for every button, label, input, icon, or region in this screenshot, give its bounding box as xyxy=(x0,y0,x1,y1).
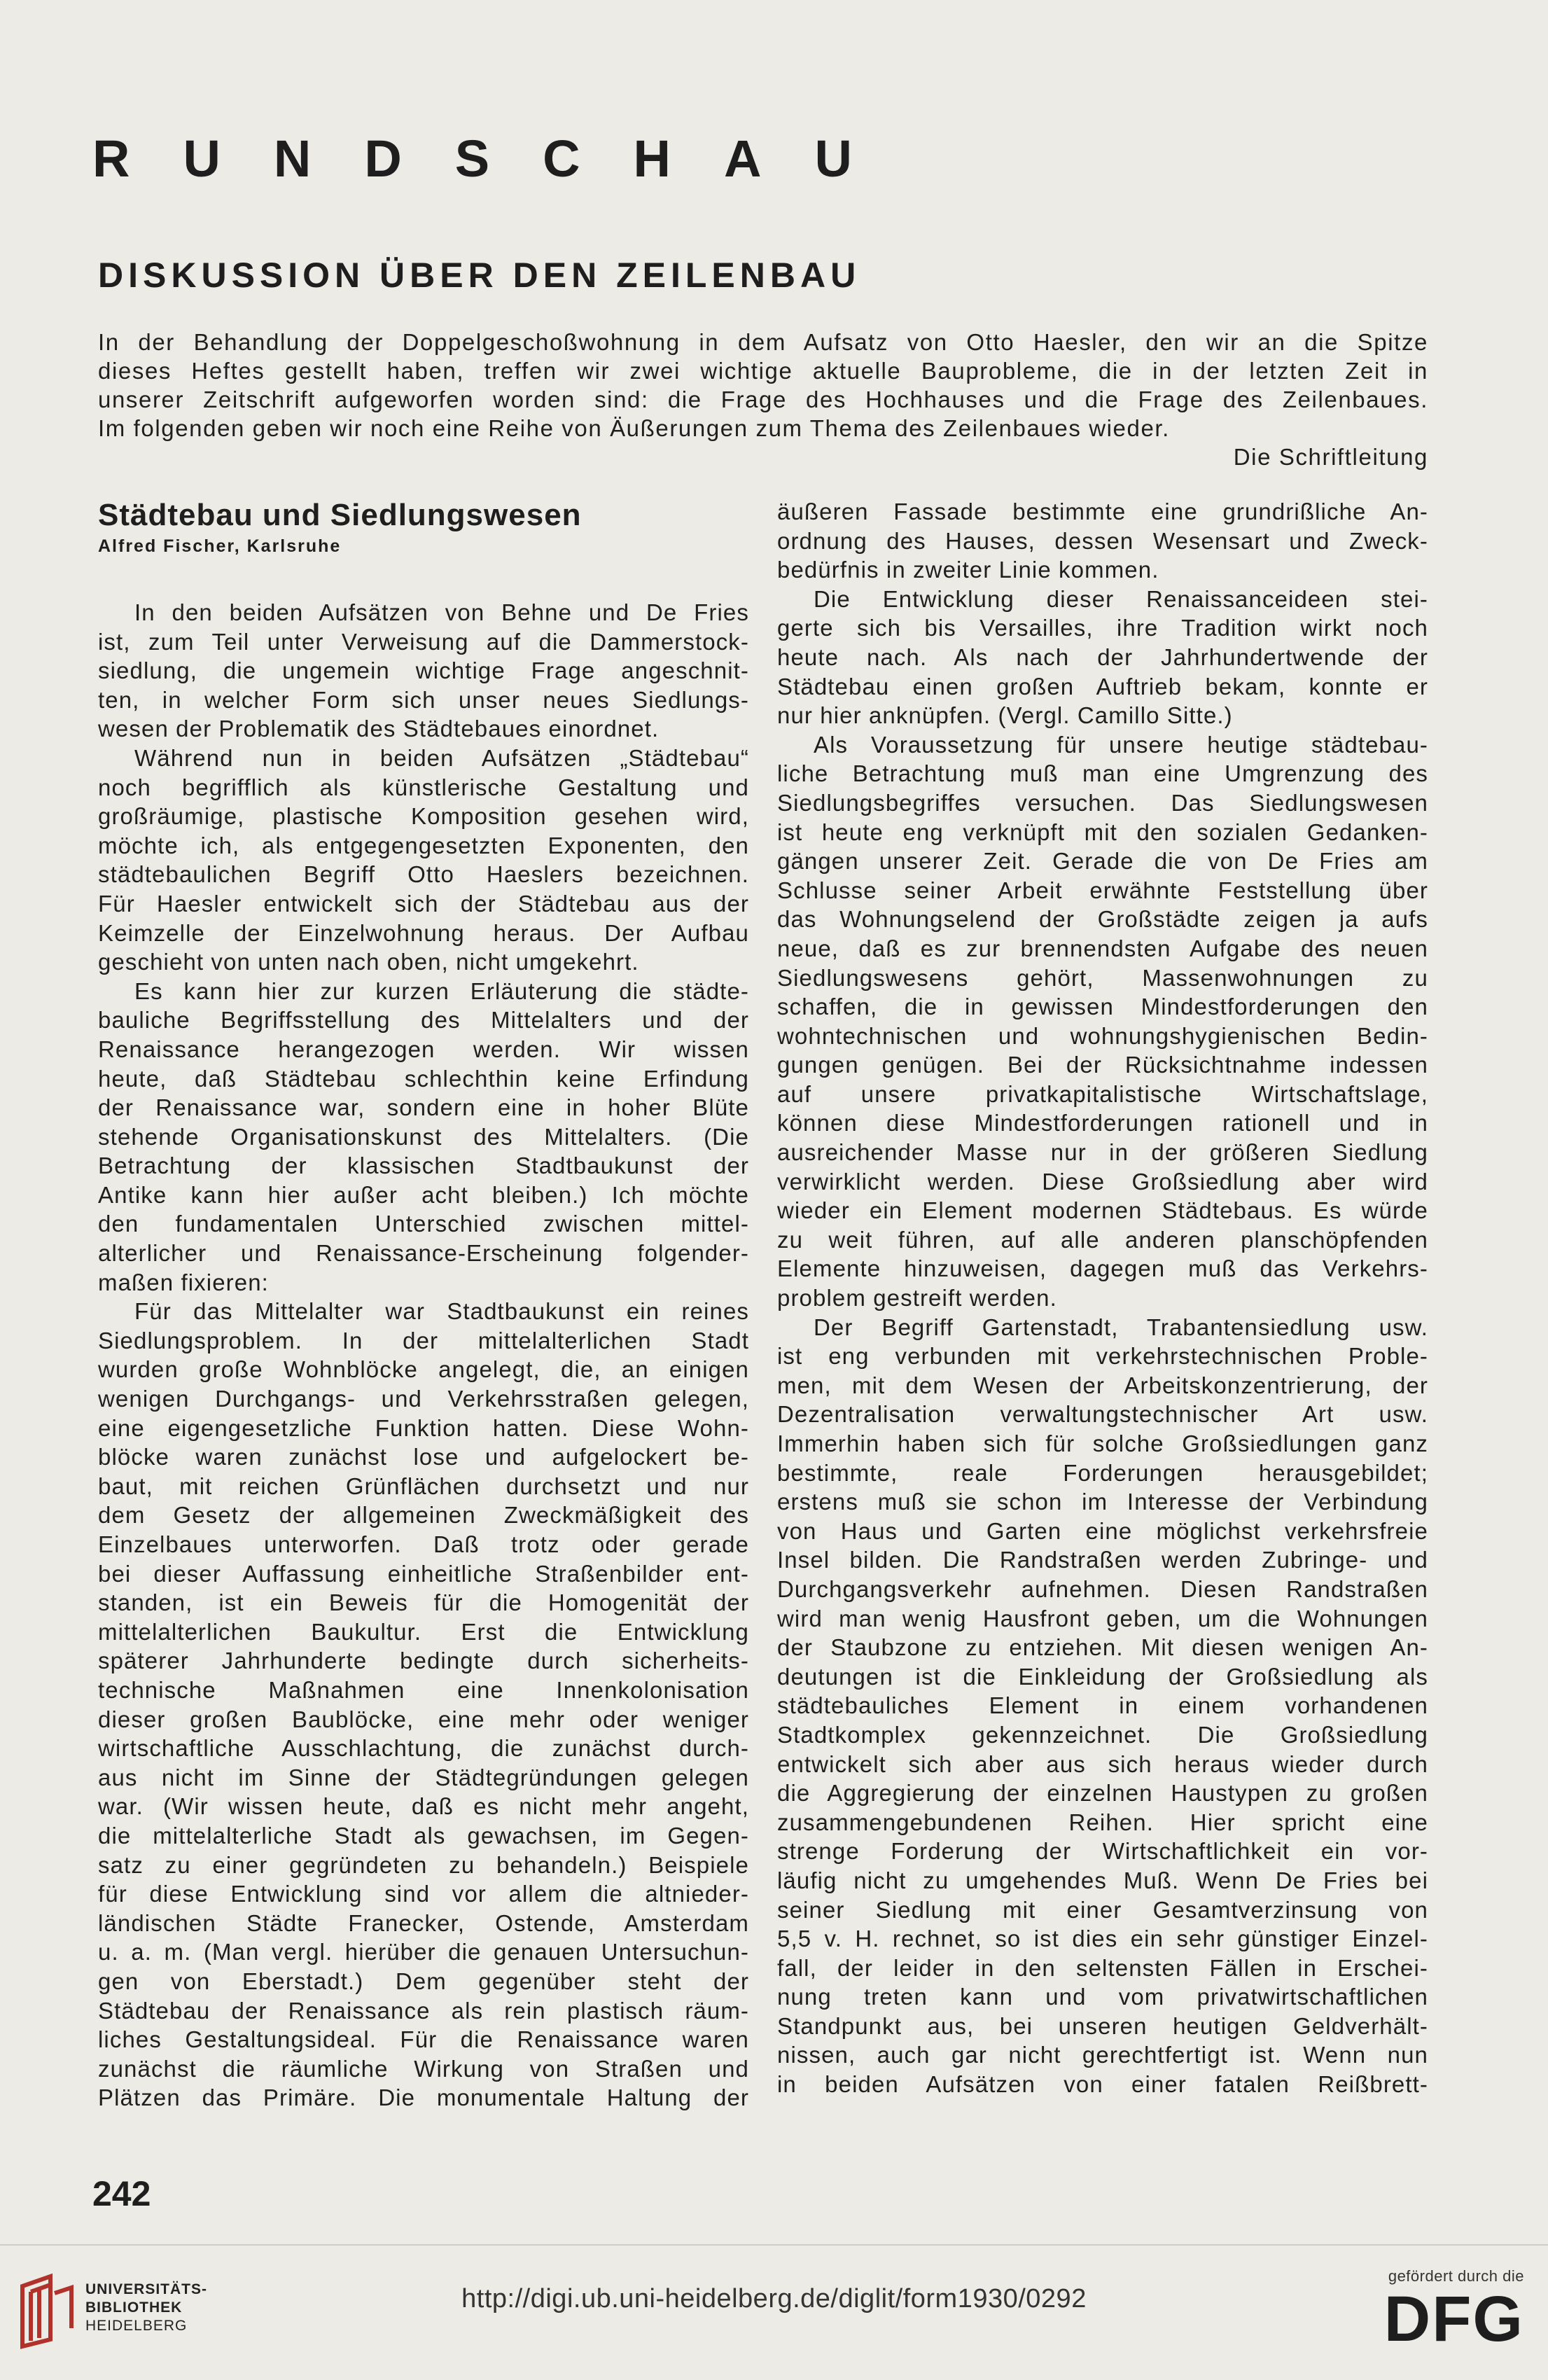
text-line: nung treten kann und vom privatwirtschaftlichen xyxy=(777,1984,1428,2010)
text-line: baut, mit reichen Grünflächen durchsetzt und nur xyxy=(98,1473,749,1499)
text-line: In den beiden Aufsätzen von Behne und De Fries xyxy=(134,599,749,625)
text-line: neue, daß es zur brennendsten Aufgabe des neuen xyxy=(777,935,1428,961)
text-line: für diese Entwicklung sind vor allem die altnieder- xyxy=(98,1881,749,1907)
text-line: zunächst die räumliche Wirkung von Straßen und xyxy=(98,2055,749,2082)
funding-label: gefördert durch die xyxy=(1388,2267,1524,2285)
intro-line: In der Behandlung der Doppelgeschoßwohnung in dem Aufsatz von Otto Haesler, den wir an die Spitze xyxy=(98,329,1428,355)
text-line: ordnung des Hauses, dessen Wesensart und Zweck- xyxy=(777,527,1428,554)
text-line: wirtschaftliche Ausschlachtung, die zunächst durch- xyxy=(98,1735,749,1762)
text-line: entwickelt sich aber aus sich heraus wieder durch xyxy=(777,1751,1428,1777)
text-line: gen von Eberstadt.) Dem gegenüber steht der xyxy=(98,1968,749,1994)
text-line: 5,5 v. H. rechnet, so ist dies ein sehr günstiger Einzel- xyxy=(777,1926,1428,1952)
text-line: Dezentralisation verwaltungstechnischer Art usw. xyxy=(777,1401,1428,1428)
page-number: 242 xyxy=(92,2174,151,2213)
text-line: aus nicht im Sinne der Städtegründungen gelegen xyxy=(98,1764,749,1790)
text-line: men, mit dem Wesen der Arbeitskonzentrierung, der xyxy=(777,1372,1428,1398)
text-line: gerte sich bis Versailles, ihre Tradition wirkt noch xyxy=(777,615,1428,641)
intro-line: unserer Zeitschrift aufgeworfen worden sind: die Frage des Hochhauses und die Frage des Zeilenbaues. xyxy=(98,387,1428,412)
text-line: liches Gestaltungsideal. Für die Renaissance waren xyxy=(98,2026,749,2053)
text-line: auf unsere privatkapitalistische Wirtschaftslage, xyxy=(777,1080,1428,1107)
text-line: ländischen Städte Franecker, Ostende, Amsterdam xyxy=(98,1909,749,1936)
text-line: städtebaulichen Begriff Otto Haeslers bezeichnen. xyxy=(98,861,749,888)
text-line: Die Entwicklung dieser Renaissanceideen stei- xyxy=(814,585,1428,612)
text-line: bei dieser Auffassung einheitliche Straßenbilder ent- xyxy=(98,1560,749,1587)
text-line: späterer Jahrhunderte bedingte durch sicherheits- xyxy=(98,1648,749,1674)
text-line: war. (Wir wissen heute, daß es nicht mehr angeht, xyxy=(98,1793,749,1820)
library-logo-line: BIBLIOTHEK xyxy=(85,2299,183,2316)
text-line: gungen genügen. Bei der Rücksichtnahme indessen xyxy=(777,1052,1428,1078)
text-line: siedlung, die ungemein wichtige Frage angeschnit- xyxy=(98,657,749,684)
text-line: problem gestreift werden. xyxy=(777,1285,1057,1311)
footer-divider xyxy=(0,2244,1548,2246)
text-line: Der Begriff Gartenstadt, Trabantensiedlung usw. xyxy=(814,1314,1428,1340)
text-line: alterlicher und Renaissance-Erscheinung folgender- xyxy=(98,1240,749,1267)
text-line: läufig nicht zu umgehendes Muß. Wenn De Fries bei xyxy=(777,1867,1428,1893)
text-line: Antike kann hier außer acht bleiben.) Ich möchte xyxy=(98,1181,749,1208)
text-line: zusammengebundenen Reihen. Hier spricht eine xyxy=(777,1809,1428,1835)
text-line: Es kann hier zur kurzen Erläuterung die städte- xyxy=(134,977,749,1004)
intro-line: dieses Heftes gestellt haben, treffen wir zwei wichtige aktuelle Bauprobleme, die in der letzten Zeit in xyxy=(98,358,1428,384)
text-line: zu weit führen, auf alle anderen planschöpfenden xyxy=(777,1226,1428,1253)
text-line: städtebauliches Element in einem vorhandenen xyxy=(777,1692,1428,1719)
text-line: seiner Siedlung mit einer Gesamtverzinsung von xyxy=(777,1896,1428,1923)
left-column xyxy=(98,497,749,2113)
text-line: ten, in welcher Form sich unser neues Siedlungs- xyxy=(98,686,749,713)
text-line: maßen fixieren: xyxy=(98,1269,269,1295)
text-line: eine eigengesetzliche Funktion hatten. Diese Wohn- xyxy=(98,1414,749,1441)
library-logo-line: UNIVERSITÄTS- xyxy=(85,2281,208,2297)
text-line: Insel bilden. Die Randstraßen werden Zubringe- und xyxy=(777,1547,1428,1573)
intro-signature: Die Schriftleitung xyxy=(1233,444,1428,470)
text-line: Plätzen das Primäre. Die monumentale Haltung der xyxy=(98,2085,749,2111)
text-line: das Wohnungselend der Großstädte zeigen ja aufs xyxy=(777,906,1428,933)
text-line: bedürfnis in zweiter Linie kommen. xyxy=(777,557,1159,583)
intro-line: Im folgenden geben wir noch eine Reihe von Äußerungen zum Thema des Zeilenbaues wieder. xyxy=(98,415,1170,441)
text-line: Durchgangsverkehr aufnehmen. Diesen Randstraßen xyxy=(777,1575,1428,1602)
text-line: bestimmte, reale Forderungen herausgebildet; xyxy=(777,1459,1428,1486)
text-line: bauliche Begriffsstellung des Mittelalters und der xyxy=(98,1007,749,1034)
text-line: Siedlungswesens gehört, Massenwohnungen zu xyxy=(777,964,1428,991)
funding-logo xyxy=(1356,2267,1524,2358)
text-line: Elemente hinzuweisen, dagegen muß das Verkehrs- xyxy=(777,1255,1428,1282)
text-line: wurden große Wohnblöcke angelegt, die, an einigen xyxy=(98,1356,749,1383)
text-line: können diese Mindestforderungen rationell und in xyxy=(777,1110,1428,1136)
text-line: nissen, auch gar nicht gerechtfertigt ist. Wenn nun xyxy=(777,2042,1428,2068)
text-line: ist, zum Teil unter Verweisung auf die Dammerstock- xyxy=(98,628,749,655)
text-line: technische Maßnahmen eine Innenkolonisation xyxy=(98,1676,749,1703)
text-line: wieder ein Element modernen Städtebaus. Es würde xyxy=(777,1197,1428,1224)
text-line: u. a. m. (Man vergl. hierüber die genauen Untersuchun- xyxy=(98,1939,749,1965)
text-line: Renaissance herangezogen werden. Wir wissen xyxy=(98,1036,749,1062)
text-line: Immerhin haben sich für solche Großsiedlungen ganz xyxy=(777,1431,1428,1456)
text-line: noch begrifflich als künstlerische Gestaltung und xyxy=(98,774,749,800)
text-line: gängen unserer Zeit. Gerade die von De Fries am xyxy=(777,848,1428,875)
text-line: Siedlungsproblem. In der mittelalterlichen Stadt xyxy=(98,1327,749,1353)
page-title: DISKUSSION ÜBER DEN ZEILENBAU xyxy=(98,256,861,295)
text-line: in beiden Aufsätzen von einer fatalen Reißbrett- xyxy=(777,2071,1428,2098)
text-line: Einzelbaues unterworfen. Daß trotz oder gerade xyxy=(98,1531,749,1557)
text-line: großräumige, plastische Komposition gesehen wird, xyxy=(98,803,749,830)
text-line: wohntechnischen und wohnungshygienischen Bedin- xyxy=(777,1022,1428,1049)
article-title: Städtebau und Siedlungswesen xyxy=(98,498,582,532)
text-line: Städtebau einen großen Auftrieb bekam, konnte er xyxy=(777,673,1428,700)
permalink-url[interactable]: http://digi.ub.uni-heidelberg.de/diglit/form1930/0292 xyxy=(461,2284,1087,2313)
text-line: geschieht von unten nach oben, nicht umgekehrt. xyxy=(98,949,639,975)
text-line: satz zu einer gegründeten zu behandeln.) Beispiele xyxy=(98,1851,749,1878)
text-line: Keimzelle der Einzelwohnung heraus. Der Aufbau xyxy=(98,919,749,946)
library-logo-line: HEIDELBERG xyxy=(85,2318,188,2334)
text-line: Siedlungsbegriffes versuchen. Das Siedlungswesen xyxy=(777,789,1428,816)
text-line: erstens muß sie schon im Interesse der Verbindung xyxy=(777,1489,1428,1515)
section-heading: RUNDSCHAU xyxy=(92,130,905,188)
text-line: heute nach. Als nach der Jahrhundertwende der xyxy=(777,643,1428,670)
text-line: wesen der Problematik des Städtebaues einordnet. xyxy=(98,716,660,742)
text-line: Standpunkt aus, bei unseren heutigen Geldverhält- xyxy=(777,2012,1428,2039)
editorial-intro xyxy=(98,328,1428,471)
text-line: Als Voraussetzung für unsere heutige städtebau- xyxy=(814,731,1428,758)
text-line: strenge Forderung der Wirtschaftlichkeit ein vor- xyxy=(777,1838,1428,1865)
text-line: die mittelalterliche Stadt als gewachsen, im Gegen- xyxy=(98,1822,749,1849)
right-column xyxy=(777,497,1428,2099)
text-line: verwirklicht werden. Diese Großsiedlung aber wird xyxy=(777,1168,1428,1195)
text-line: Stadtkomplex gekennzeichnet. Die Großsiedlung xyxy=(777,1721,1428,1748)
text-line: den fundamentalen Unterschied zwischen mittel- xyxy=(98,1211,749,1237)
text-line: Während nun in beiden Aufsätzen „Städtebau“ xyxy=(134,744,749,771)
text-line: ist eng verbunden mit verkehrstechnischen Proble- xyxy=(777,1343,1428,1370)
article-author: Alfred Fischer, Karlsruhe xyxy=(98,536,342,556)
text-line: ist heute eng verknüpft mit den sozialen Gedanken- xyxy=(777,819,1428,845)
text-line: dem Gesetz der allgemeinen Zweckmäßigkeit des xyxy=(98,1502,749,1529)
text-line: die Aggregierung der einzelnen Haustypen zu großen xyxy=(777,1780,1428,1807)
text-line: Schlusse seiner Arbeit erwähnte Feststellung über xyxy=(777,877,1428,903)
text-line: wenigen Durchgangs- und Verkehrsstraßen gelegen, xyxy=(98,1386,749,1412)
text-line: der Renaissance war, sondern eine in hoher Blüte xyxy=(98,1094,749,1121)
text-line: von Haus und Garten eine möglichst verkehrsfreie xyxy=(777,1517,1428,1544)
text-line: heute, daß Städtebau schlechthin keine Erfindung xyxy=(98,1065,749,1092)
text-line: Betrachtung der klassischen Stadtbaukunst der xyxy=(98,1153,749,1179)
text-line: Städtebau der Renaissance als rein plastisch räum- xyxy=(98,1997,749,2024)
text-line: Für Haesler entwickelt sich der Städtebau aus der xyxy=(98,890,749,917)
text-line: Für das Mittelalter war Stadtbaukunst ein reines xyxy=(134,1298,749,1325)
text-line: liche Betrachtung muß man eine Umgrenzung des xyxy=(777,760,1428,787)
text-line: deutungen ist die Einkleidung der Großsiedlung als xyxy=(777,1663,1428,1690)
text-line: ausreichender Masse nur in der größeren Siedlung xyxy=(777,1139,1428,1166)
text-line: möchte ich, als entgegengesetzten Exponenten, den xyxy=(98,832,749,858)
text-line: schaffen, die in gewissen Mindestforderungen den xyxy=(777,994,1428,1020)
text-line: blöcke waren zunächst lose und aufgelockert be- xyxy=(98,1444,749,1470)
text-line: nur hier anknüpfen. (Vergl. Camillo Sitte.) xyxy=(777,702,1233,729)
text-line: äußeren Fassade bestimmte eine grundrißliche An- xyxy=(777,499,1428,524)
text-line: standen, ist ein Beweis für die Homogenität der xyxy=(98,1589,749,1616)
text-line: mittelalterlichen Baukultur. Erst die Entwicklung xyxy=(98,1618,749,1645)
text-line: dieser großen Baublöcke, eine mehr oder weniger xyxy=(98,1706,749,1732)
text-line: wird man wenig Hausfront geben, um die Wohnungen xyxy=(777,1605,1428,1631)
text-line: der Staubzone zu entziehen. Mit diesen wenigen An- xyxy=(777,1634,1428,1661)
text-line: fall, der leider in den seltensten Fällen in Erschei- xyxy=(777,1954,1428,1981)
text-line: stehende Organisationskunst des Mittelalters. (Die xyxy=(98,1123,749,1150)
dfg-logo: DFG xyxy=(1383,2283,1524,2355)
